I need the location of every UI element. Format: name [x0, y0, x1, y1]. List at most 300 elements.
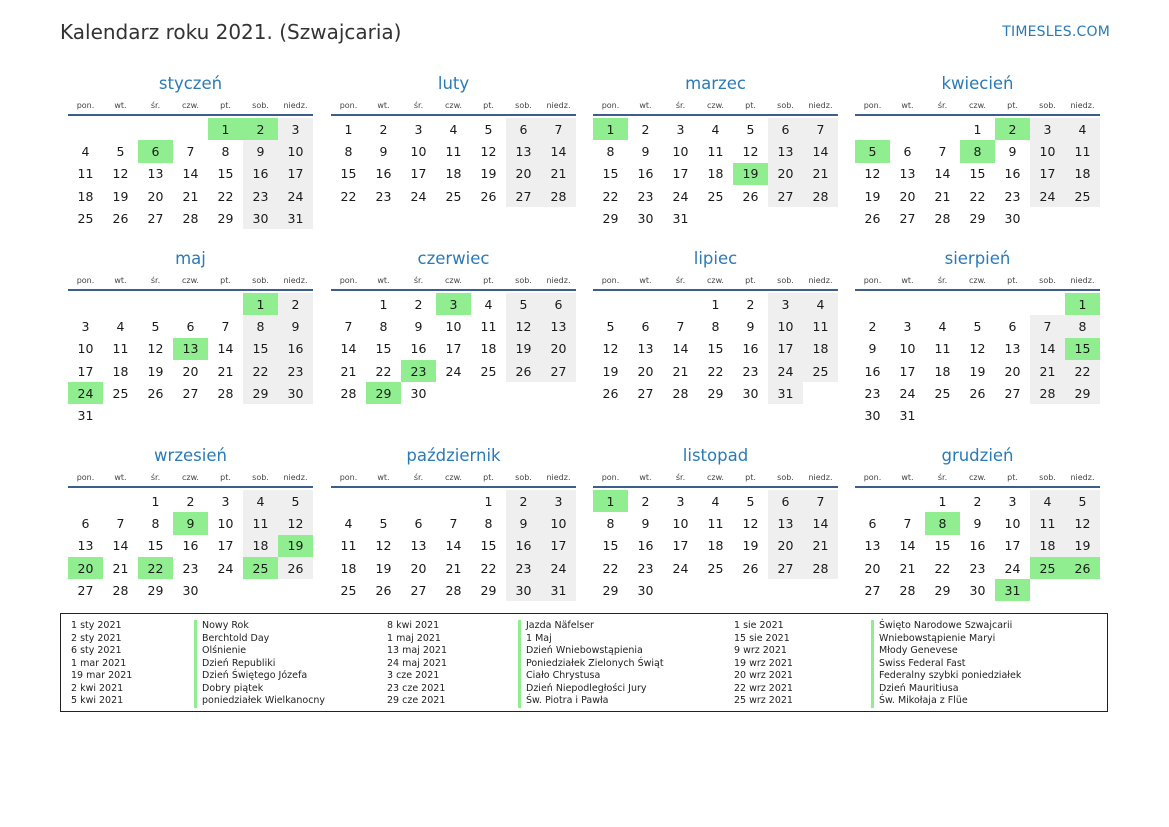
weekday-label: sob. — [1039, 275, 1056, 285]
month-name: październik — [406, 446, 501, 465]
day-cell: 26 — [969, 385, 986, 401]
day-cell: 17 — [445, 341, 462, 357]
day-cell: 9 — [379, 143, 388, 159]
legend-holiday-name: Ciało Chrystusa — [518, 670, 664, 683]
day-cell: 7 — [803, 118, 838, 140]
day-cell: 25 — [707, 188, 724, 204]
day-cell: 15 — [243, 338, 278, 360]
month-name: lipiec — [693, 249, 738, 268]
legend-date: 2 kwi 2021 — [71, 682, 124, 694]
weekday-label: pt. — [483, 100, 494, 110]
day-cell: 17 — [1030, 163, 1065, 185]
day-cell: 11 — [243, 512, 278, 534]
day-cell: 27 — [768, 185, 803, 207]
day-cell: 27 — [864, 582, 881, 598]
weekday-header — [855, 96, 1100, 116]
holiday-day-cell: 20 — [68, 557, 103, 579]
day-cell: 20 — [768, 535, 803, 557]
day-cell: 12 — [969, 341, 986, 357]
weekday-label: wt. — [377, 100, 390, 110]
day-cell: 18 — [803, 338, 838, 360]
day-cell: 27 — [768, 557, 803, 579]
weekday-label: pon. — [76, 100, 95, 110]
day-cell: 3 — [903, 318, 912, 334]
day-cell: 17 — [77, 363, 94, 379]
weekday-header — [855, 271, 1100, 291]
day-cell: 22 — [340, 188, 357, 204]
day-cell: 28 — [672, 385, 689, 401]
day-cell: 5 — [484, 121, 493, 137]
day-cell: 11 — [480, 318, 497, 334]
day-cell: 4 — [484, 296, 493, 312]
day-cell: 6 — [81, 515, 90, 531]
day-cell: 21 — [340, 363, 357, 379]
day-cell: 9 — [641, 515, 650, 531]
day-cell: 15 — [969, 166, 986, 182]
weekday-label: czw. — [707, 472, 724, 482]
day-cell: 23 — [637, 188, 654, 204]
weekday-label: czw. — [445, 275, 462, 285]
day-cell: 31 — [768, 382, 803, 404]
weekday-label: niedz. — [283, 472, 308, 482]
day-cell: 16 — [506, 535, 541, 557]
day-cell: 6 — [506, 118, 541, 140]
weekday-label: pt. — [220, 472, 231, 482]
holiday-day-cell: 1 — [593, 490, 628, 512]
day-cell: 21 — [217, 363, 234, 379]
day-cell: 29 — [243, 382, 278, 404]
empty-cell — [593, 293, 628, 315]
weekday-header — [68, 271, 313, 291]
day-cell: 2 — [641, 493, 650, 509]
day-cell: 11 — [445, 143, 462, 159]
day-cell: 24 — [1004, 560, 1021, 576]
day-cell: 14 — [340, 341, 357, 357]
month-calendar — [68, 72, 313, 229]
day-cell: 9 — [243, 140, 278, 162]
empty-cell — [925, 293, 960, 315]
day-cell: 22 — [375, 363, 392, 379]
day-cell: 21 — [541, 163, 576, 185]
weekday-header — [331, 96, 576, 116]
day-cell: 18 — [243, 535, 278, 557]
day-cell: 10 — [768, 315, 803, 337]
day-cell: 5 — [606, 318, 615, 334]
day-cell: 29 — [480, 582, 497, 598]
holiday-day-cell: 6 — [138, 140, 173, 162]
legend-names-col-1 — [194, 620, 325, 708]
month-name: wrzesień — [154, 446, 227, 465]
day-cell: 19 — [506, 338, 541, 360]
weekday-label: śr. — [413, 472, 424, 482]
weekday-label: czw. — [969, 275, 986, 285]
month-name: styczeń — [158, 74, 223, 93]
day-grid — [331, 293, 576, 404]
day-cell: 12 — [1065, 512, 1100, 534]
day-cell: 27 — [1004, 385, 1021, 401]
day-cell: 1 — [484, 493, 493, 509]
day-cell: 14 — [899, 538, 916, 554]
legend-holiday-name: Wniebowstąpienie Maryi — [871, 633, 1021, 646]
day-cell: 31 — [278, 207, 313, 229]
weekday-label: sob. — [252, 472, 269, 482]
empty-cell — [925, 118, 960, 140]
empty-cell — [663, 293, 698, 315]
holiday-day-cell: 19 — [278, 535, 313, 557]
day-cell: 17 — [278, 163, 313, 185]
day-cell: 28 — [340, 385, 357, 401]
weekday-label: czw. — [707, 100, 724, 110]
day-cell: 29 — [1065, 382, 1100, 404]
day-cell: 17 — [768, 338, 803, 360]
day-cell: 17 — [217, 538, 234, 554]
weekday-label: pon. — [863, 275, 882, 285]
day-cell: 3 — [1030, 118, 1065, 140]
day-cell: 26 — [480, 188, 497, 204]
day-cell: 18 — [445, 166, 462, 182]
day-cell: 12 — [742, 143, 759, 159]
day-cell: 28 — [899, 582, 916, 598]
day-cell: 3 — [676, 493, 685, 509]
legend-dates-col-2 — [387, 620, 447, 708]
day-cell: 18 — [934, 363, 951, 379]
weekday-header — [68, 468, 313, 488]
day-cell: 14 — [803, 140, 838, 162]
holiday-day-cell: 29 — [366, 382, 401, 404]
empty-cell — [890, 118, 925, 140]
day-cell: 31 — [77, 408, 94, 424]
day-cell: 6 — [1008, 318, 1017, 334]
day-cell: 25 — [803, 360, 838, 382]
weekday-label: śr. — [150, 472, 161, 482]
weekday-label: pon. — [76, 275, 95, 285]
day-cell: 4 — [81, 143, 90, 159]
day-cell: 7 — [938, 143, 947, 159]
day-cell: 13 — [77, 538, 94, 554]
day-cell: 2 — [379, 121, 388, 137]
holiday-legend — [60, 613, 1108, 712]
weekday-label: pon. — [601, 275, 620, 285]
weekday-label: pon. — [601, 100, 620, 110]
day-cell: 30 — [637, 582, 654, 598]
weekday-label: śr. — [413, 275, 424, 285]
legend-date: 8 kwi 2021 — [387, 620, 440, 631]
day-cell: 26 — [375, 582, 392, 598]
weekday-label: wt. — [639, 100, 652, 110]
day-cell: 24 — [768, 360, 803, 382]
day-cell: 26 — [602, 385, 619, 401]
weekday-label: śr. — [675, 100, 686, 110]
day-cell: 13 — [899, 166, 916, 182]
holiday-day-cell: 22 — [138, 557, 173, 579]
day-cell: 23 — [278, 360, 313, 382]
day-cell: 24 — [410, 188, 427, 204]
day-cell: 26 — [864, 210, 881, 226]
weekday-header — [593, 96, 838, 116]
day-cell: 28 — [803, 557, 838, 579]
day-cell: 14 — [803, 512, 838, 534]
legend-holiday-name: Święto Narodowe Szwajcarii — [871, 620, 1021, 633]
day-cell: 22 — [934, 560, 951, 576]
day-grid — [593, 293, 838, 404]
day-cell: 7 — [449, 515, 458, 531]
legend-dates-col-1 — [71, 620, 132, 708]
empty-cell — [855, 293, 890, 315]
holiday-day-cell: 25 — [1030, 557, 1065, 579]
empty-cell — [103, 118, 138, 140]
day-cell: 5 — [116, 143, 125, 159]
holiday-day-cell: 15 — [1065, 338, 1100, 360]
day-cell: 27 — [506, 185, 541, 207]
legend-date: 23 cze 2021 — [387, 682, 446, 694]
holiday-day-cell: 1 — [208, 118, 243, 140]
weekday-label: sob. — [515, 275, 532, 285]
day-cell: 1 — [973, 121, 982, 137]
legend-date: 1 maj 2021 — [387, 632, 441, 644]
weekday-label: pt. — [483, 275, 494, 285]
day-cell: 12 — [112, 166, 129, 182]
legend-date: 25 wrz 2021 — [734, 695, 793, 706]
day-cell: 19 — [1065, 535, 1100, 557]
month-calendar — [68, 444, 313, 601]
day-cell: 24 — [541, 557, 576, 579]
day-cell: 28 — [934, 210, 951, 226]
month-calendar — [593, 72, 838, 229]
legend-date: 13 maj 2021 — [387, 645, 448, 656]
day-cell: 9 — [1008, 143, 1017, 159]
weekday-label: sob. — [1039, 472, 1056, 482]
day-cell: 17 — [672, 166, 689, 182]
day-cell: 5 — [746, 121, 755, 137]
weekday-label: pt. — [745, 472, 756, 482]
day-cell: 14 — [672, 341, 689, 357]
day-cell: 2 — [414, 296, 423, 312]
day-cell: 10 — [77, 341, 94, 357]
day-cell: 28 — [1030, 382, 1065, 404]
weekday-label: niedz. — [808, 275, 833, 285]
day-cell: 8 — [221, 143, 230, 159]
day-cell: 23 — [182, 560, 199, 576]
weekday-label: pon. — [76, 472, 95, 482]
weekday-label: pon. — [339, 100, 358, 110]
day-cell: 19 — [969, 363, 986, 379]
holiday-day-cell: 8 — [960, 140, 995, 162]
day-cell: 23 — [375, 188, 392, 204]
day-cell: 22 — [217, 188, 234, 204]
day-cell: 14 — [112, 538, 129, 554]
weekday-label: niedz. — [283, 100, 308, 110]
day-cell: 28 — [182, 210, 199, 226]
legend-date: 5 kwi 2021 — [71, 695, 124, 706]
day-cell: 11 — [77, 166, 94, 182]
weekday-label: wt. — [901, 275, 914, 285]
day-cell: 25 — [340, 582, 357, 598]
weekday-label: wt. — [901, 472, 914, 482]
legend-date: 6 sty 2021 — [71, 645, 122, 656]
legend-holiday-name: Poniedziałek Zielonych Świąt — [518, 658, 664, 671]
day-cell: 10 — [278, 140, 313, 162]
day-cell: 11 — [934, 341, 951, 357]
weekday-label: pt. — [220, 275, 231, 285]
weekday-label: sob. — [515, 100, 532, 110]
legend-dates-col-3 — [734, 620, 793, 708]
weekday-label: czw. — [182, 472, 199, 482]
day-cell: 20 — [410, 560, 427, 576]
day-cell: 29 — [707, 385, 724, 401]
day-cell: 27 — [147, 210, 164, 226]
day-cell: 16 — [637, 166, 654, 182]
day-cell: 18 — [112, 363, 129, 379]
day-cell: 15 — [375, 341, 392, 357]
weekday-label: czw. — [969, 100, 986, 110]
day-cell: 23 — [969, 560, 986, 576]
day-cell: 31 — [541, 579, 576, 601]
day-cell: 29 — [602, 210, 619, 226]
legend-holiday-name: Św. Mikołaja z Flüe — [871, 695, 1021, 708]
weekday-label: pt. — [1007, 100, 1018, 110]
weekday-label: sob. — [252, 275, 269, 285]
day-cell: 11 — [1065, 140, 1100, 162]
legend-names-col-2 — [518, 620, 664, 708]
day-cell: 28 — [541, 185, 576, 207]
day-cell: 5 — [506, 293, 541, 315]
day-cell: 16 — [969, 538, 986, 554]
empty-cell — [208, 293, 243, 315]
month-name: czerwiec — [417, 249, 490, 268]
weekday-label: pon. — [863, 472, 882, 482]
day-cell: 8 — [151, 515, 160, 531]
holiday-day-cell: 8 — [925, 512, 960, 534]
weekday-header — [68, 96, 313, 116]
day-cell: 30 — [637, 210, 654, 226]
day-cell: 27 — [541, 360, 576, 382]
day-cell: 23 — [637, 560, 654, 576]
weekday-label: czw. — [969, 472, 986, 482]
day-cell: 3 — [541, 490, 576, 512]
day-cell: 26 — [112, 210, 129, 226]
day-cell: 13 — [506, 140, 541, 162]
day-cell: 15 — [707, 341, 724, 357]
day-cell: 23 — [1004, 188, 1021, 204]
day-cell: 30 — [506, 579, 541, 601]
day-cell: 20 — [864, 560, 881, 576]
holiday-day-cell: 31 — [995, 579, 1030, 601]
day-cell: 4 — [938, 318, 947, 334]
day-cell: 2 — [746, 296, 755, 312]
holiday-day-cell: 1 — [1065, 293, 1100, 315]
weekday-label: sob. — [777, 275, 794, 285]
brand-link[interactable]: TIMESLES.COM — [1002, 24, 1110, 40]
empty-cell — [855, 118, 890, 140]
day-cell: 25 — [112, 385, 129, 401]
day-cell: 11 — [803, 315, 838, 337]
holiday-day-cell: 1 — [243, 293, 278, 315]
day-cell: 15 — [217, 166, 234, 182]
day-cell: 12 — [278, 512, 313, 534]
day-cell: 7 — [541, 118, 576, 140]
day-cell: 22 — [1065, 360, 1100, 382]
day-cell: 20 — [506, 163, 541, 185]
day-cell: 7 — [344, 318, 353, 334]
day-cell: 11 — [707, 143, 724, 159]
day-cell: 13 — [768, 512, 803, 534]
day-cell: 28 — [217, 385, 234, 401]
day-grid — [68, 118, 313, 229]
page-title: Kalendarz roku 2021. (Szwajcaria) — [60, 20, 402, 44]
day-cell: 14 — [934, 166, 951, 182]
legend-holiday-name: 1 Maj — [518, 633, 664, 646]
day-cell: 15 — [480, 538, 497, 554]
legend-names-col-3 — [871, 620, 1021, 708]
day-cell: 9 — [746, 318, 755, 334]
day-cell: 7 — [1030, 315, 1065, 337]
day-cell: 2 — [506, 490, 541, 512]
day-cell: 7 — [116, 515, 125, 531]
month-name: luty — [437, 74, 470, 93]
month-name: maj — [175, 249, 206, 268]
day-cell: 16 — [278, 338, 313, 360]
empty-cell — [331, 293, 366, 315]
day-cell: 12 — [506, 315, 541, 337]
day-cell: 24 — [217, 560, 234, 576]
day-cell: 20 — [1004, 363, 1021, 379]
weekday-label: czw. — [182, 275, 199, 285]
day-cell: 9 — [414, 318, 423, 334]
holiday-day-cell: 1 — [593, 118, 628, 140]
legend-holiday-name: Dzień Wniebowstąpienia — [518, 645, 664, 658]
weekday-label: niedz. — [1070, 472, 1095, 482]
weekday-label: niedz. — [808, 100, 833, 110]
day-cell: 13 — [147, 166, 164, 182]
day-cell: 9 — [278, 315, 313, 337]
empty-cell — [173, 118, 208, 140]
day-cell: 18 — [77, 188, 94, 204]
day-cell: 8 — [1065, 315, 1100, 337]
weekday-label: śr. — [150, 100, 161, 110]
weekday-label: wt. — [114, 100, 127, 110]
legend-holiday-name: Federalny szybki poniedziałek — [871, 670, 1021, 683]
day-cell: 26 — [278, 557, 313, 579]
day-cell: 13 — [541, 315, 576, 337]
legend-holiday-name: Nowy Rok — [194, 620, 325, 633]
holiday-day-cell: 26 — [1065, 557, 1100, 579]
day-cell: 10 — [672, 515, 689, 531]
legend-holiday-name: Młody Genevese — [871, 645, 1021, 658]
day-cell: 12 — [480, 143, 497, 159]
day-cell: 27 — [182, 385, 199, 401]
day-cell: 8 — [606, 515, 615, 531]
empty-cell — [890, 490, 925, 512]
empty-cell — [855, 490, 890, 512]
day-cell: 4 — [1065, 118, 1100, 140]
day-cell: 16 — [742, 341, 759, 357]
day-cell: 5 — [151, 318, 160, 334]
weekday-label: sob. — [777, 100, 794, 110]
day-cell: 6 — [768, 118, 803, 140]
day-cell: 21 — [445, 560, 462, 576]
empty-cell — [1030, 293, 1065, 315]
legend-holiday-name: poniedziałek Wielkanocny — [194, 695, 325, 708]
day-cell: 20 — [541, 338, 576, 360]
weekday-label: pon. — [339, 472, 358, 482]
legend-date: 19 mar 2021 — [71, 670, 133, 681]
weekday-label: pt. — [745, 100, 756, 110]
day-cell: 18 — [1030, 535, 1065, 557]
day-cell: 19 — [602, 363, 619, 379]
day-cell: 19 — [375, 560, 392, 576]
day-cell: 21 — [899, 560, 916, 576]
month-calendar — [593, 444, 838, 601]
